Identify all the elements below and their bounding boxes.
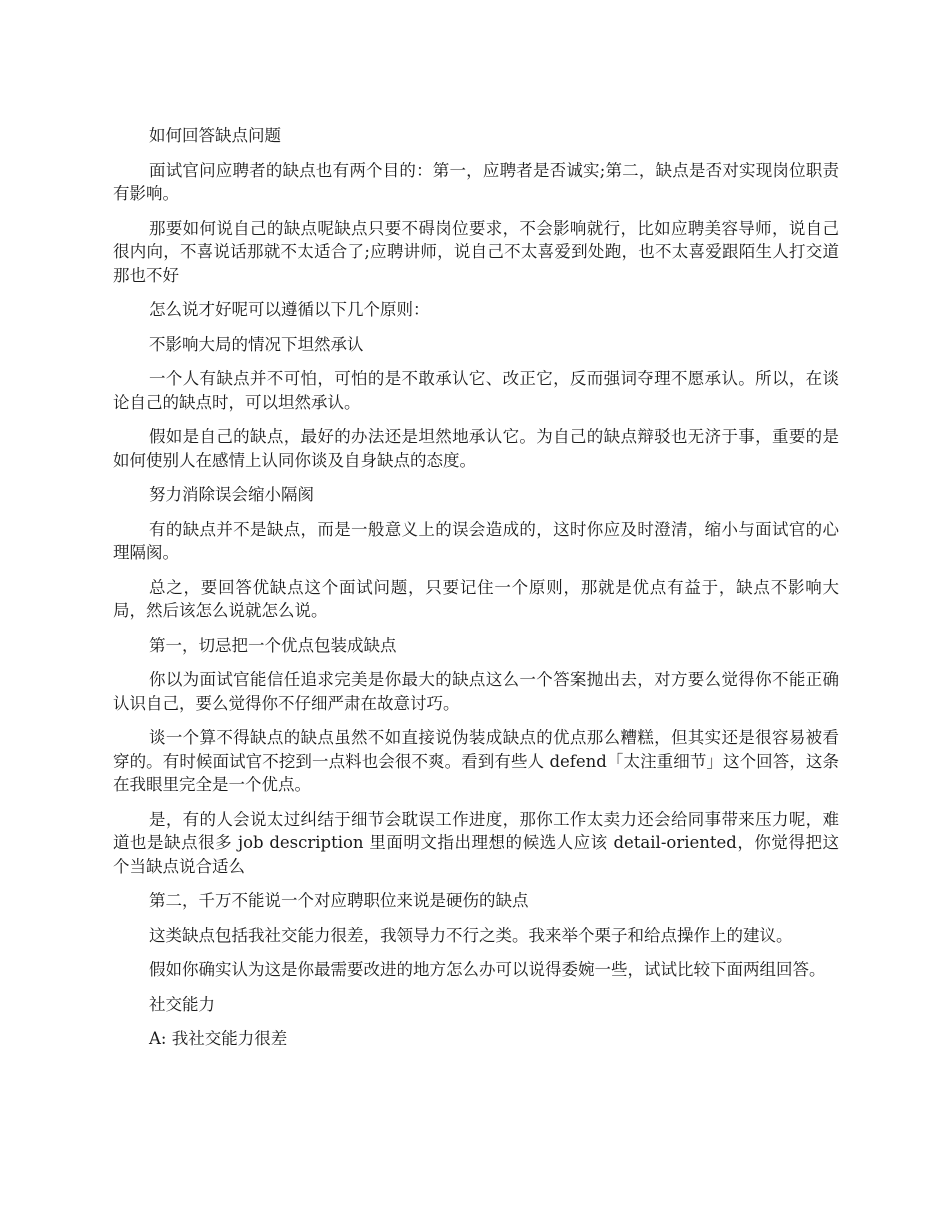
paragraph: 那要如何说自己的缺点呢缺点只要不碍岗位要求，不会影响就行，比如应聘美容导师，说自己很内向，不喜说话那就不太适合了;应聘讲师，说自己不太喜爱到处跑，也不太喜爱跟陌生人打交道那也不好: [113, 218, 839, 285]
paragraph: 你以为面试官能信任追求完美是你最大的缺点这么一个答案抛出去，对方要么觉得你不能正确认识自己，要么觉得你不仔细严肃在故意讨巧。: [113, 670, 839, 713]
paragraph: 谈一个算不得缺点的缺点虽然不如直接说伪装成缺点的优点那么糟糕，但其实还是很容易被看穿的。有时候面试官不挖到一点料也会很不爽。看到有些人 defend「太注重细节」这个回答，这条在我眼里完全是一个优点。: [113, 728, 839, 794]
subheading: 社交能力: [149, 994, 215, 1014]
paragraph: 假如是自己的缺点，最好的办法还是坦然地承认它。为自己的缺点辩驳也无济于事，重要的是如何使别人在感情上认同你谈及自身缺点的态度。: [113, 427, 839, 470]
paragraph: 是，有的人会说太过纠结于细节会耽误工作进度，那你工作太卖力还会给同事带来压力呢，难道也是缺点很多 job description 里面明文指出理想的候选人应该 detail-oriented，你觉得把这个当缺点说合适么: [113, 809, 839, 876]
doc-title: 如何回答缺点问题: [149, 126, 281, 145]
paragraph: 有的缺点并不是缺点，而是一般意义上的误会造成的，这时你应及时澄清，缩小与面试官的心理隔阂。: [113, 519, 839, 562]
paragraph: 总之，要回答优缺点这个面试问题，只要记住一个原则，那就是优点有益于，缺点不影响大局，然后该怎么说就怎么说。: [113, 577, 839, 620]
paragraph: 这类缺点包括我社交能力很差，我领导力不行之类。我来举个栗子和给点操作上的建议。: [149, 925, 793, 945]
paragraph: 怎么说才好呢可以遵循以下几个原则：: [149, 300, 430, 319]
document-body: [113, 124, 839, 1062]
paragraph: 面试官问应聘者的缺点也有两个目的：第一，应聘者是否诚实;第二，缺点是否对实现岗位职责有影响。: [113, 160, 839, 203]
section-heading: 不影响大局的情况下坦然承认: [149, 334, 364, 354]
answer-option: A: 我社交能力很差: [149, 1029, 288, 1048]
section-heading: 第一，切忌把一个优点包装成缺点: [149, 635, 397, 655]
section-heading: 第二，千万不能说一个对应聘职位来说是硬伤的缺点: [149, 891, 529, 910]
section-heading: 努力消除误会缩小隔阂: [149, 485, 314, 504]
paragraph: 假如你确实认为这是你最需要改进的地方怎么办可以说得委婉一些，试试比较下面两组回答。: [149, 960, 826, 979]
paragraph: 一个人有缺点并不可怕，可怕的是不敢承认它、改正它，反而强词夺理不愿承认。所以，在谈论自己的缺点时，可以坦然承认。: [113, 369, 839, 412]
